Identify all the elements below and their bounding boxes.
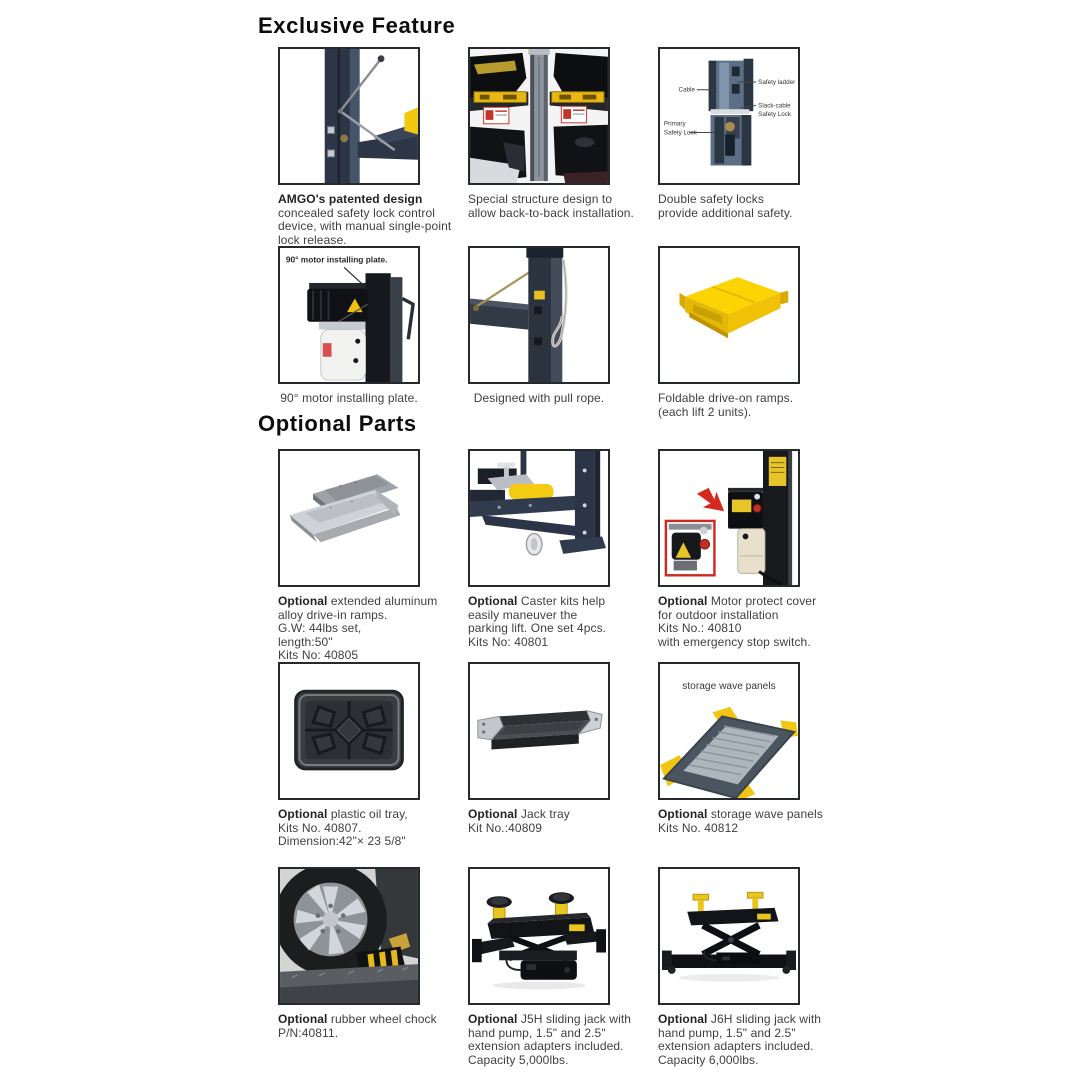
- caption-storage-wave-panels: Optional storage wave panels Kits No. 40812: [658, 807, 823, 835]
- motor-plate-illustration: [280, 248, 418, 382]
- safety-locks-diagram: [660, 49, 798, 183]
- caption-jack-tray: Optional Jack tray Kit No.:40809: [468, 807, 570, 835]
- back-to-back-lift-illustration: [470, 49, 608, 183]
- foldable-ramps-image: [658, 246, 800, 384]
- cell-pull-rope: [468, 246, 610, 419]
- cell-motor-cover: [658, 449, 817, 663]
- caption-motor-plate: 90° motor installing plate.: [280, 391, 418, 405]
- cell-double-safety-locks: [658, 47, 800, 247]
- label-primary-1: Primary: [663, 120, 686, 128]
- cell-j5h-jack: [468, 867, 632, 1067]
- caption-aluminum-ramps: Optional extended aluminum alloy drive-in ramps. G.W: 44lbs set, length:50" Kits No: 40805: [278, 594, 438, 662]
- heading-optional-parts: Optional Parts: [258, 411, 417, 436]
- j6h-jack-illustration: [660, 869, 798, 1003]
- caption-caster-kits: Optional Caster kits help easily maneuver the parking lift. One set 4pcs. Kits No: 40801: [468, 594, 607, 649]
- aluminum-ramps-illustration: [280, 451, 418, 585]
- double-safety-locks-image: [658, 47, 800, 185]
- optional-row-2: [278, 662, 823, 849]
- motor-cover-illustration: [660, 451, 798, 585]
- cell-j6h-jack: [658, 867, 822, 1067]
- wheel-chock-image: [278, 867, 420, 1005]
- motor-plate-image: [278, 246, 420, 384]
- cell-foldable-ramps: [658, 246, 800, 419]
- feature-row-2: [278, 246, 800, 419]
- storage-wave-panels-illustration: [660, 664, 798, 798]
- pull-rope-image: [468, 246, 610, 384]
- jack-tray-image: [468, 662, 610, 800]
- j5h-jack-image: [468, 867, 610, 1005]
- cell-jack-tray: [468, 662, 610, 849]
- caption-double-safety-locks: Double safety locks provide additional safety.: [658, 192, 793, 220]
- caption-j5h-jack: Optional J5H sliding jack with hand pump, 1.5" and 2.5" extension adapters included. Capacity 5,000lbs.: [468, 1012, 632, 1067]
- optional-row-1: [278, 449, 817, 663]
- label-primary-2: Safety Lock: [663, 129, 697, 137]
- caption-motor-cover: Optional Motor protect cover for outdoor installation Kits No.: 40810 with emergency stop switch.: [658, 594, 817, 649]
- optional-row-3: [278, 867, 822, 1067]
- cell-patented-design: [278, 47, 452, 247]
- caption-back-to-back: Special structure design to allow back-to-back installation.: [468, 192, 634, 220]
- pull-rope-illustration: [470, 248, 608, 382]
- cell-aluminum-ramps: [278, 449, 438, 663]
- j5h-jack-illustration: [470, 869, 608, 1003]
- label-slack-cable-1: Slack-cable: [758, 102, 791, 110]
- j6h-jack-image: [658, 867, 800, 1005]
- cell-caster-kits: [468, 449, 610, 663]
- motor-cover-image: [658, 449, 800, 587]
- caster-kit-illustration: [470, 451, 608, 585]
- patented-design-image: [278, 47, 420, 185]
- caption-oil-tray: Optional plastic oil tray, Kits No. 40807. Dimension:42"× 23 5/8": [278, 807, 408, 848]
- aluminum-ramps-image: [278, 449, 420, 587]
- caption-j6h-jack: Optional J6H sliding jack with hand pump, 1.5" and 2.5" extension adapters included. Capacity 6,000lbs.: [658, 1012, 822, 1067]
- label-cable: Cable: [678, 86, 696, 94]
- label-storage-wave-panels: storage wave panels: [682, 681, 776, 693]
- cell-storage-wave-panels: [658, 662, 823, 849]
- caption-patented-design: AMGO's patented design concealed safety lock control device, with manual single-point lock release.: [278, 192, 452, 247]
- caption-pull-rope: Designed with pull rope.: [473, 391, 605, 405]
- cell-wheel-chock: [278, 867, 437, 1067]
- oil-tray-image: [278, 662, 420, 800]
- oil-tray-illustration: [280, 664, 418, 798]
- cell-oil-tray: [278, 662, 420, 849]
- label-slack-cable-2: Safety Lock: [758, 111, 792, 118]
- cell-back-to-back: [468, 47, 634, 247]
- cell-motor-plate: [278, 246, 420, 419]
- label-motor-plate-note: 90° motor installing plate.: [285, 254, 388, 265]
- caster-kits-image: [468, 449, 610, 587]
- heading-exclusive-feature: Exclusive Feature: [258, 13, 456, 38]
- safety-lock-column-illustration: [280, 49, 418, 183]
- back-to-back-image: [468, 47, 610, 185]
- caption-wheel-chock: Optional rubber wheel chock P/N:40811.: [278, 1012, 437, 1040]
- label-safety-ladder: Safety ladder: [758, 78, 796, 86]
- foldable-ramp-illustration: [660, 248, 798, 382]
- wheel-chock-photo: [280, 869, 418, 1003]
- feature-row-1: [278, 47, 800, 247]
- caption-foldable-ramps: Foldable drive-on ramps. (each lift 2 units).: [658, 391, 794, 419]
- jack-tray-illustration: [470, 664, 608, 798]
- storage-wave-panels-image: [658, 662, 800, 800]
